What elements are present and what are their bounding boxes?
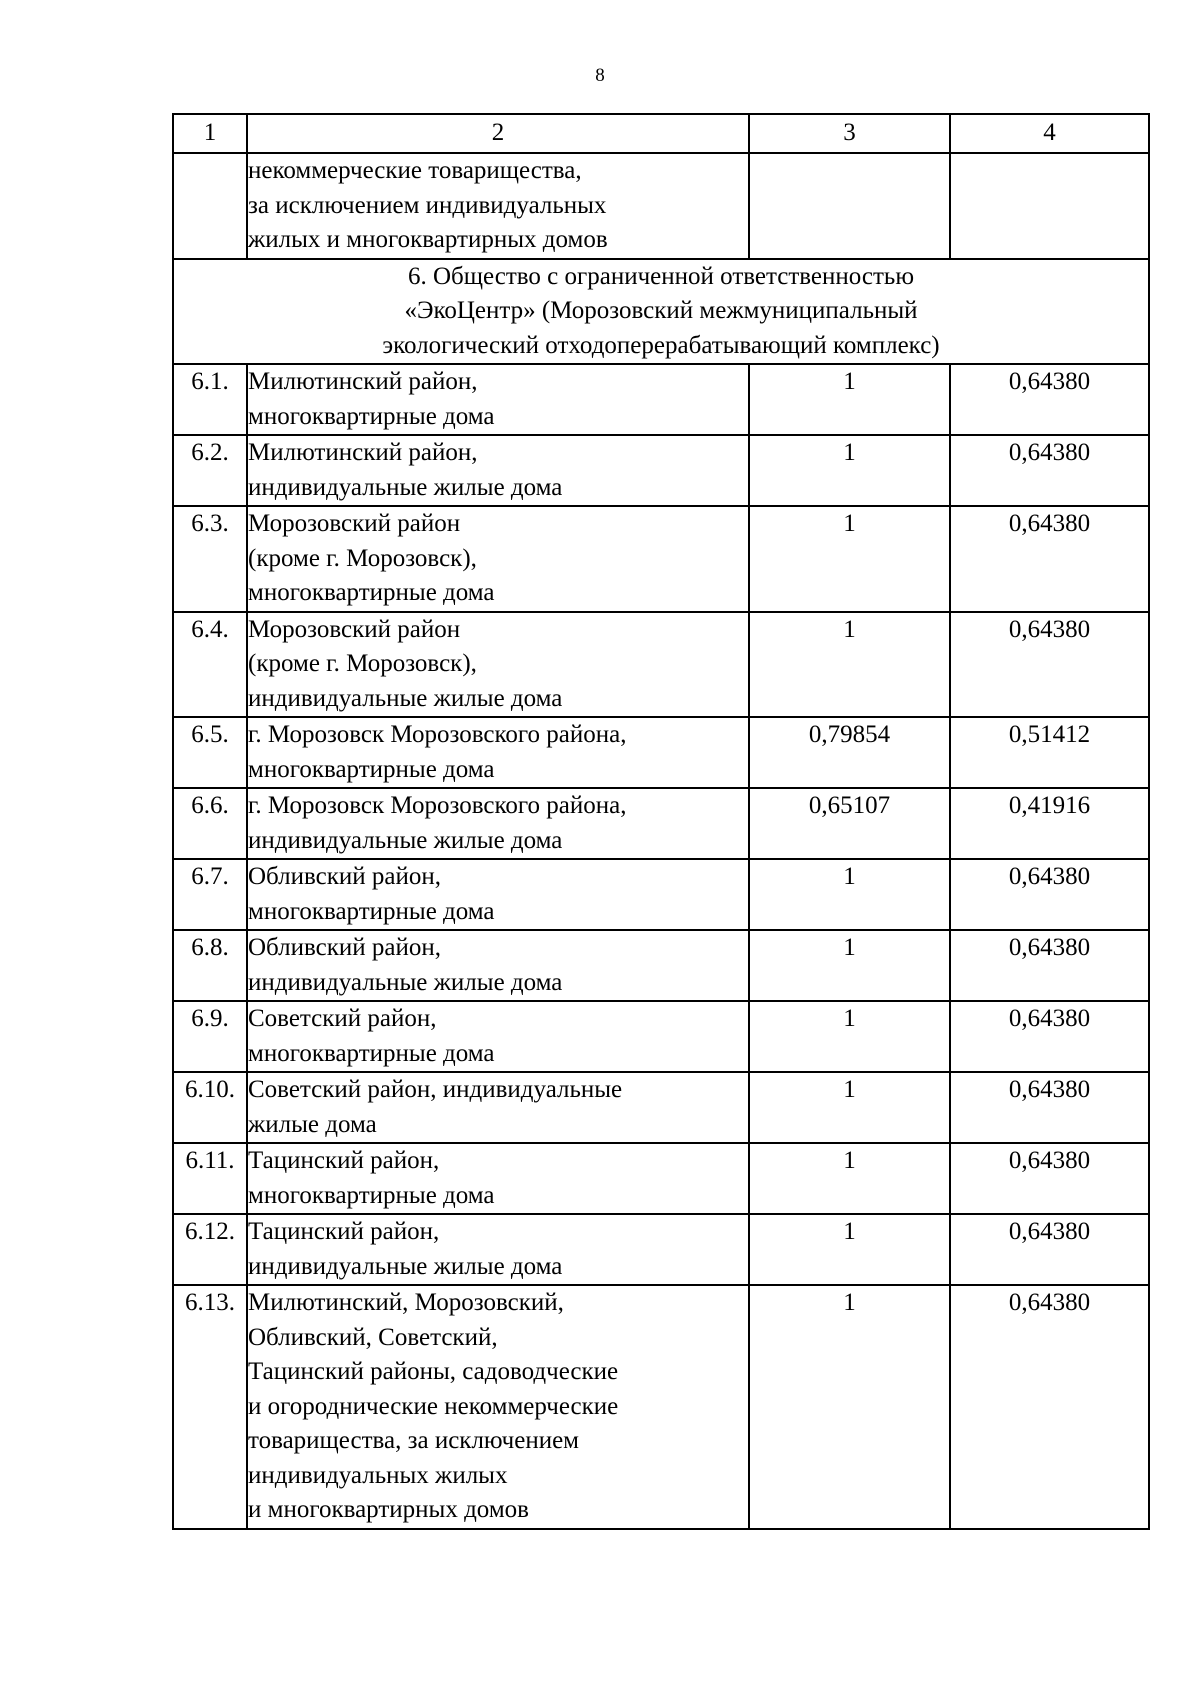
row-col3-value: 1 <box>749 1072 950 1143</box>
section-row <box>173 259 1149 365</box>
continuation-col4-cell <box>950 153 1149 259</box>
continuation-line: некоммерческие товарищества, <box>248 157 582 184</box>
row-description-line: многоквартирные дома <box>248 1039 495 1067</box>
row-col3-value: 1 <box>749 364 950 435</box>
row-description-line: Тацинский район, <box>248 1147 440 1174</box>
row-description-cell <box>247 506 749 612</box>
row-col3-value: 1 <box>749 506 950 612</box>
row-description-line: индивидуальных жилых <box>248 1461 508 1489</box>
table-row <box>173 859 1149 930</box>
row-description-line: Милютинский, Морозовский, <box>248 1289 564 1316</box>
row-description-line: (кроме г. Морозовск), <box>248 650 477 677</box>
row-description-line: многоквартирные дома <box>248 402 495 430</box>
row-description-cell <box>247 1214 749 1285</box>
row-description-cell <box>247 1285 749 1529</box>
row-number-cell: 6.7. <box>173 859 247 930</box>
row-col3-value: 1 <box>749 859 950 930</box>
row-col4-value: 0,41916 <box>950 788 1149 859</box>
table-row <box>173 930 1149 1001</box>
row-description-cell <box>247 930 749 1001</box>
table-body <box>173 114 1149 1529</box>
row-col4-value: 0,64380 <box>950 1072 1149 1143</box>
row-col4-value: 0,64380 <box>950 435 1149 506</box>
row-description-line: Советский район, <box>248 1005 437 1032</box>
table-row <box>173 1214 1149 1285</box>
table-row <box>173 1143 1149 1214</box>
row-col3-value: 1 <box>749 1285 950 1529</box>
row-col3-value: 1 <box>749 1143 950 1214</box>
table-row <box>173 717 1149 788</box>
header-cell-4: 4 <box>950 114 1149 153</box>
row-col4-value: 0,64380 <box>950 859 1149 930</box>
row-description-line: г. Морозовск Морозовского района, <box>248 721 627 748</box>
row-description-line: многоквартирные дома <box>248 579 495 606</box>
row-col4-value: 0,64380 <box>950 1001 1149 1072</box>
row-number-cell: 6.12. <box>173 1214 247 1285</box>
row-col4-value: 0,64380 <box>950 506 1149 612</box>
table-row <box>173 1285 1149 1529</box>
row-description-line: товарищества, за исключением <box>248 1427 579 1454</box>
row-description-line: индивидуальные жилые дома <box>248 968 563 996</box>
table-row <box>173 435 1149 506</box>
row-col4-value: 0,64380 <box>950 1214 1149 1285</box>
row-col3-value: 0,65107 <box>749 788 950 859</box>
row-col4-value: 0,51412 <box>950 717 1149 788</box>
tariff-table <box>172 113 1150 1530</box>
row-description-line: жилые дома <box>248 1110 377 1138</box>
continuation-num-cell <box>173 153 247 259</box>
row-description-cell <box>247 1001 749 1072</box>
row-description-cell <box>247 1143 749 1214</box>
row-number-cell: 6.6. <box>173 788 247 859</box>
table-row <box>173 1072 1149 1143</box>
row-number-cell: 6.13. <box>173 1285 247 1529</box>
row-number-cell: 6.1. <box>173 364 247 435</box>
row-col4-value: 0,64380 <box>950 1285 1149 1529</box>
page-number: 8 <box>595 65 605 86</box>
row-description-cell <box>247 788 749 859</box>
row-description-line: Советский район, индивидуальные <box>248 1076 623 1103</box>
row-description-line: Тацинский районы, садоводческие <box>248 1358 619 1385</box>
section-title-line: «ЭкоЦентр» (Морозовский межмуниципальный <box>404 297 918 324</box>
table-header-row <box>173 114 1149 153</box>
row-description-line: многоквартирные дома <box>248 1181 495 1209</box>
row-col4-value: 0,64380 <box>950 612 1149 718</box>
row-number-cell: 6.10. <box>173 1072 247 1143</box>
row-description-line: Обливский район, <box>248 863 442 890</box>
continuation-desc-cell <box>247 153 749 259</box>
header-cell-3: 3 <box>749 114 950 153</box>
row-description-cell <box>247 612 749 718</box>
table-row <box>173 612 1149 718</box>
row-description-cell <box>247 364 749 435</box>
row-description-line: Морозовский район <box>248 510 461 537</box>
row-description-line: и огороднические некоммерческие <box>248 1392 619 1420</box>
table-row <box>173 1001 1149 1072</box>
continuation-line: за исключением индивидуальных <box>248 191 607 219</box>
section-title-line: экологический отходоперерабатывающий комплекс) <box>382 331 940 359</box>
row-description-line: многоквартирные дома <box>248 897 495 925</box>
row-col3-value: 1 <box>749 1001 950 1072</box>
row-description-line: индивидуальные жилые дома <box>248 684 563 712</box>
row-number-cell: 6.9. <box>173 1001 247 1072</box>
row-number-cell: 6.11. <box>173 1143 247 1214</box>
row-description-line: Морозовский район <box>248 615 461 643</box>
row-number-cell: 6.4. <box>173 612 247 718</box>
row-description-line: г. Морозовск Морозовского района, <box>248 792 627 819</box>
table-row <box>173 364 1149 435</box>
row-description-cell <box>247 1072 749 1143</box>
row-number-cell: 6.3. <box>173 506 247 612</box>
row-description-line: Милютинский район, <box>248 368 478 395</box>
header-cell-1: 1 <box>173 114 247 153</box>
row-description-line: индивидуальные жилые дома <box>248 473 563 501</box>
row-col4-value: 0,64380 <box>950 364 1149 435</box>
continuation-row <box>173 153 1149 259</box>
row-description-line: (кроме г. Морозовск), <box>248 544 477 572</box>
row-number-cell: 6.2. <box>173 435 247 506</box>
row-description-line: индивидуальные жилые дома <box>248 1252 563 1280</box>
row-description-line: многоквартирные дома <box>248 755 495 783</box>
row-col3-value: 1 <box>749 930 950 1001</box>
row-description-line: Обливский, Советский, <box>248 1323 498 1351</box>
row-description-cell <box>247 717 749 788</box>
row-description-line: Обливский район, <box>248 934 442 961</box>
row-description-line: и многоквартирных домов <box>248 1496 529 1523</box>
row-number-cell: 6.5. <box>173 717 247 788</box>
row-description-line: Тацинский район, <box>248 1218 440 1245</box>
row-description-line: Милютинский район, <box>248 439 478 466</box>
section-title-line: 6. Общество с ограниченной ответственностью <box>408 262 914 290</box>
row-description-cell <box>247 435 749 506</box>
row-description-cell <box>247 859 749 930</box>
row-col3-value: 1 <box>749 1214 950 1285</box>
table-row <box>173 506 1149 612</box>
continuation-line: жилых и многоквартирных домов <box>248 226 608 253</box>
row-col3-value: 1 <box>749 612 950 718</box>
table-row <box>173 788 1149 859</box>
row-number-cell: 6.8. <box>173 930 247 1001</box>
row-col3-value: 1 <box>749 435 950 506</box>
section-title <box>173 259 1149 365</box>
row-description-line: индивидуальные жилые дома <box>248 826 563 854</box>
row-col4-value: 0,64380 <box>950 1143 1149 1214</box>
continuation-col3-cell <box>749 153 950 259</box>
header-cell-2: 2 <box>247 114 749 153</box>
row-col4-value: 0,64380 <box>950 930 1149 1001</box>
row-col3-value: 0,79854 <box>749 717 950 788</box>
